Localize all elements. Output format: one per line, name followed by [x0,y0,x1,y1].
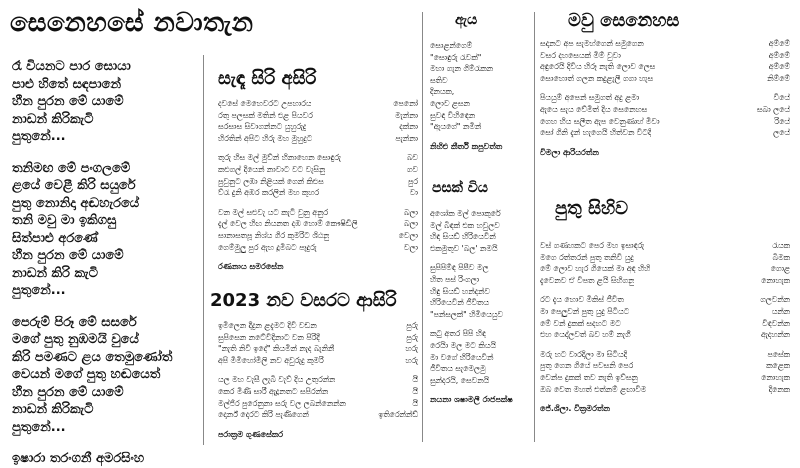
poem-line: පුතුනේ... [12,283,66,298]
poem-line: තනිමඟ මේ පංගලමේ [12,160,131,176]
poem-line-text: සොහොත් ගලන කදුළැලී ගගා හැස [540,73,654,83]
poem-2-body [218,98,418,253]
rhyme-word: පුරු [406,321,418,330]
poem-6-body [540,38,790,139]
poem-line-text: තුරු හිස මල් මුව්න් හිනාහෙන සොඳුරු [218,153,341,163]
stanza [540,349,790,395]
poem-line-text: වෙන්ප දුකක් තව නැති ඉව්සනු [540,372,638,382]
poem-line: පුතුනේ... [12,129,66,144]
stanza [430,208,530,254]
rhyme-word: ගලවන්න [760,295,790,305]
rhyme-word: යී [412,375,418,385]
poem-line: පුතු නොනිදා අඬහැරයේ [12,195,140,211]
poem-line-text: ව්රැ දුනි අඹර කරලින් මහ කුහර [218,188,320,198]
poem-5-author: නයනා ශෂාමලී රාජපක්ෂ [430,395,513,405]
poem-line: පාළු හිතේ සඳපානේ [12,76,122,92]
poem-line: මහා ගැන ගිම්රැකන [430,64,493,74]
poem-5-title: පසක් විය [432,180,488,196]
poem-line: "පන්සලක්" හිමියෙයුව [430,309,504,319]
poem-line-text: ඉමිලෙන දීදුන ළදැමට දිවි වඩන [218,321,317,330]
rhyme-word: අම්මේ [768,39,790,48]
rhyme-word: බිමක [772,252,790,262]
poem-line-text: පියයුම් අපෙන් සමුගත් අදු ළමා [540,93,640,103]
poem-line [218,110,418,122]
poem-line [218,133,418,145]
rhyme-word: වියේ [773,93,790,103]
stanza [12,58,202,146]
rhyme-word: දක්නා [399,122,418,132]
poem-6-author: විමලා ආරියරත්න [540,147,599,157]
poem-line: හිත පස් රිංගලා [430,274,480,284]
stanza [540,240,790,286]
poem-line: "ඇයගේ" නමින් [430,122,482,132]
rhyme-word: ගව [406,164,418,174]
poem-line: සුන්දරයි, සෙවනයි [430,375,490,385]
poem-line: එකමුතුව 'බල' නමයි [430,243,498,253]
poem-line: ජීවිතය සැමෙලමු [430,364,486,374]
rhyme-word: ඇදහන්න [760,330,790,340]
poem-line [218,242,418,254]
poem-line: කටු අතර පිපි හිඳ [430,329,486,339]
poem-line: මා වගේ හිරියෙවින් [430,352,494,362]
poem-line-text: ඔබ වෙත මහත් එත්නම් ළඟාවිම [540,384,647,394]
poem-line: ලොව ළසන [430,98,470,108]
poem-line: සිත්පාළු අරණේ [12,230,98,246]
rhyme-word: වා [409,188,418,198]
poem-line [540,252,790,264]
poem-line: පෙරුම් පිරූ මේ සසරේ [12,314,137,330]
poem-line: හීන පුරන මේ යාමේ [12,248,124,263]
poem-line [218,164,418,176]
rhyme-word: සබා ලයේ [756,104,790,114]
rhyme-word: අම්මේ [768,50,790,60]
poem-line [218,121,418,133]
poem-line: ළයේ වෙළී කිරි සයුරේ [12,178,136,193]
rhyme-word: පෙනෝ [393,99,418,108]
rhyme-word: වලා [403,242,418,252]
poem-line [540,306,790,318]
rhyme-word: හරු [405,355,418,365]
poem-3-author: පරාක්‍රම ගුණසේකර [218,429,284,439]
poem-line [540,116,790,128]
poem-line: රෙයිා මල මට කියයි [430,340,496,350]
poem-line [218,386,418,398]
poem-line-text: වස් ගණහකට පෙර මහ ඉසාඳරු [540,241,645,250]
rhyme-word: ගොළ [770,264,790,274]
poem-1-author: ඉෂාරා තරංගනී අමරසිංහ [12,451,145,466]
poem-line: හිඳ සියඩ් හිරියෙවින් [430,232,496,242]
poem-column-1 [12,58,202,468]
poem-line: රෑ වියනට පාර සොයා [12,59,131,74]
page-title: සෙනෙහසේ නවාතැන [10,8,254,38]
rhyme-word: මැන්නා [394,110,418,120]
poem-line-text: හිරතින් අපිට හිරු මහ මුහුදුට [218,133,313,143]
poem-line-text: ගෙහ හිය සලීත ඇප වෙනුණාහ් මිවා [540,116,660,126]
poem-7-author: ජේ.ශිලා. වික්‍රමරත්න [540,404,611,414]
poem-line-text: සදානට අප සැමහ්ගෙන් සමුගෙන [540,39,644,48]
poem-line [218,409,418,421]
poem-line [540,240,790,252]
poem-line [540,318,790,330]
stanza [218,320,418,366]
poem-line [540,329,790,341]
poem-line-text: කෙර මීණී සාරී ඇදූනතට සපිරන්න [218,386,329,396]
rhyme-word: කළෙක [766,361,790,371]
poem-line-text: දැල් වෙල හිඟ නියනත දඹ හොම් කෞෂිඩිලි [218,219,358,229]
poem-line: කිරි පමණට ළය තෙමුණෝත් [12,349,173,365]
poem-line-text: වසර දහසෙයක් මිම් වුවා [540,50,621,60]
poem-2-title: සැඳෑ සිරි අසිරි [218,68,317,89]
poem-line [540,294,790,306]
poem-line-text: සරසාස සිවාගන්නට යුහුරුදු [218,122,307,132]
poem-line-text: ගෙම්මුලු පුර ඇහ දූමිබට පෑදුරු [218,242,317,252]
poem-line [540,349,790,361]
poem-line-text: යල මහ වැසී ලැබී වැව් දිය උතුරන්න [218,375,336,385]
stanza [540,294,790,340]
poem-line: තනි මවු මා ඉකිගසු [12,213,117,228]
poem-line-text: රතු පලසක් මතින් එළ පියවර [218,110,313,120]
rhyme-word: වෙලා [398,230,418,240]
poem-line-text: දවසේ මෙහෙවරට උපහාරය [218,99,312,108]
poem-6 [540,38,790,158]
poem-line [540,92,790,104]
poem-line-text: වන මල් සළුවැ යට කැටී වුනු අනුර [218,207,329,217]
poem-line-text: පුතු ගෙන ගියේ පවසනි පෙර [540,361,634,371]
poem-line: අශෝක මල් පොකුරේ [430,209,501,218]
poem-3-title: 2023 නව වසරට ආසිරි [210,290,397,311]
stanza [218,374,418,420]
poem-line-text: මල්ජිර පුරෙනුනා සරු වල ලබන්නෙන්න [218,398,346,408]
stanza [430,328,530,386]
rhyme-word: යී [412,398,418,408]
poem-line: "සොඳුරු රැවක්" [430,52,482,62]
poem-line [218,230,418,242]
poem-line: හීන පුරන මේ යාමේ [12,94,124,109]
poem-line [218,374,418,386]
rhyme-word: නිම්මේ [767,73,790,83]
rhyme-word: ඉතිරෙන්න්ඩ් [378,410,418,420]
rhyme-word: බලා [403,219,418,229]
poem-line [540,372,790,384]
rhyme-word: අම්මේ [768,62,790,72]
poem-2 [218,98,418,273]
poem-line-text: කළුගල් දියෙන් නාවාට වට වැසිනු [218,164,326,174]
rhyme-word: පුරු [406,332,418,342]
poem-line-text: දොර්න් දොරට කිරි පැණිගෙන් [218,410,309,420]
rhyme-word: යන්න [771,306,790,316]
poem-line [218,218,418,230]
poem-line [218,355,418,367]
poem-line-text: ඇයෙ සැය වේමිත් දිය සෙනෙහස [540,104,648,114]
stanza [540,38,790,84]
poem-3-body [218,320,418,421]
column-divider [422,12,423,442]
poem-line: පුතුනේ... [12,419,66,435]
poem-line: නාඩන් කිරිකැටි [12,111,94,127]
poem-line-text: සානාසතපූ නිශ්ය ගිර කුමරිට ශිඨනු [218,230,330,240]
poem-line: සුවඳ විහිඳෙන [430,110,476,120]
poem-line: සුපිපිම්ඳ පිපීව මල [430,263,489,273]
poem-line [540,61,790,73]
poem-line [218,152,418,164]
poem-line [218,398,418,410]
poem-line-text: මේ ලොව හැර ගියෙක් මා අඳ හිහි [540,264,651,274]
poem-line [540,275,790,287]
poem-5 [430,208,530,406]
poem-line-text: රට දැය හොව මිකිස් ජීවිත [540,295,624,305]
poem-7-body [540,240,790,395]
poem-line-text: මරු හට වාරදිලා මා සිටියදි [540,349,628,359]
rhyme-word: රියේ [774,116,790,126]
poem-line: හිරියෙවින් ජීවිතය [430,298,489,308]
poem-line-text: අඳුරෙයි දිවිය හිරූ නැති ලොව ලෙස [540,62,656,72]
poem-line [540,50,790,62]
poem-5-body [430,208,530,386]
stanza [12,314,202,437]
stanza [218,98,418,144]
poem-line [218,187,418,199]
rhyme-word: පැන්නා [395,133,418,143]
poem-7-title: පුතු සිහිව [555,198,629,219]
poem-line [218,343,418,355]
rhyme-word: නොහැක [761,275,790,285]
column-divider [534,12,535,442]
poem-line-text: මේ වන් දුකක් සදහට මට [540,318,621,328]
poem-line: නාඩන් කිරිකැටි [12,402,94,417]
poem-line [540,73,790,85]
poem-line-text: දැවෙනව ඒ විපත ළයි සිහිගනු [540,275,635,285]
rhyme-word: පසේක [767,349,790,359]
poem-line [540,384,790,396]
rhyme-word: රැයක [772,241,790,250]
poem-2-author: රණනාය සමරසේන [218,262,284,272]
poem-7 [540,240,790,415]
poem-line [218,207,418,219]
rhyme-word: විඳවන්න [762,318,790,328]
rhyme-word: නොහැක [761,372,790,382]
poem-line [540,263,790,275]
poem-line-text: පුවුනුට ලඹා නිළියක් ගෙන් කිළුස [218,176,324,186]
poem-line-text: සෝ ගිනි දැන් හැගෙයි හිත්වන විටදී [540,128,652,138]
poem-line: සතිව [430,75,448,85]
rhyme-word: දිනෙක [768,384,790,394]
stanza [218,152,418,198]
column-divider [203,55,204,445]
poem-line: මගේ පුතු නුඹමයි වුයේ [12,332,139,347]
poem-line [218,332,418,344]
poem-line-text: "නැති නිවී ඉදේ" කියමින් නැද බැනිනී [218,344,335,354]
poem-4-title: ඇය [455,12,478,28]
rhyme-word: ලයේ [773,128,790,138]
poem-line-text: මගෙ රත්තරන් පුතු තනිවි යුදු [540,252,634,262]
poem-line-text: සුපිසෙන නටේවිදිනාට වන පිරිදී [218,332,320,342]
poem-line [218,320,418,332]
poem-line-text: අපි මිමිහෝමිලි නව අවුරුදු කුමරි [218,355,324,365]
poem-line [540,38,790,50]
poem-line: හීන පුරන මේ යාමේ [12,384,124,400]
poem-line [540,127,790,139]
stanza [540,92,790,138]
rhyme-word: යී [412,386,418,396]
poem-line: වෙයන් මගේ පුතු හඬයෙත් [12,367,161,382]
stanza [12,160,202,300]
poem-line-text: මා පෙලුවන් පුතු යුදු පිටියට [540,306,630,316]
poem-1-body [12,58,202,436]
poem-line: මල් බිඳක් එක හවුලව [430,220,500,230]
poem-line [540,360,790,372]
poem-4 [430,40,530,152]
poem-line-text: එහ යෙද්ලවත් බව හම් නැගී [540,330,631,340]
stanza [430,262,530,320]
poem-4-body [430,40,530,133]
poem-4-author: නිහිළු කීර්ති කපුවත්ත [430,141,503,151]
poem-line: සොළන්ගෙම් [430,41,473,50]
poem-line: හිඳු සියඩ් හන්දන්ව [430,286,490,296]
rhyme-word: පුර [408,176,418,186]
rhyme-word: බලා [403,207,418,217]
rhyme-word: හරු [405,344,418,354]
poem-line [218,98,418,110]
stanza [218,207,418,253]
poem-line: දිනයක, [430,87,455,97]
poem-line: නාඩන් කිරි කැටි [12,265,99,281]
rhyme-word: බව [406,153,418,163]
poem-6-title: මවු සෙනෙහස [568,10,680,31]
poem-3 [218,320,418,440]
poem-line [218,176,418,188]
poem-line [540,104,790,116]
